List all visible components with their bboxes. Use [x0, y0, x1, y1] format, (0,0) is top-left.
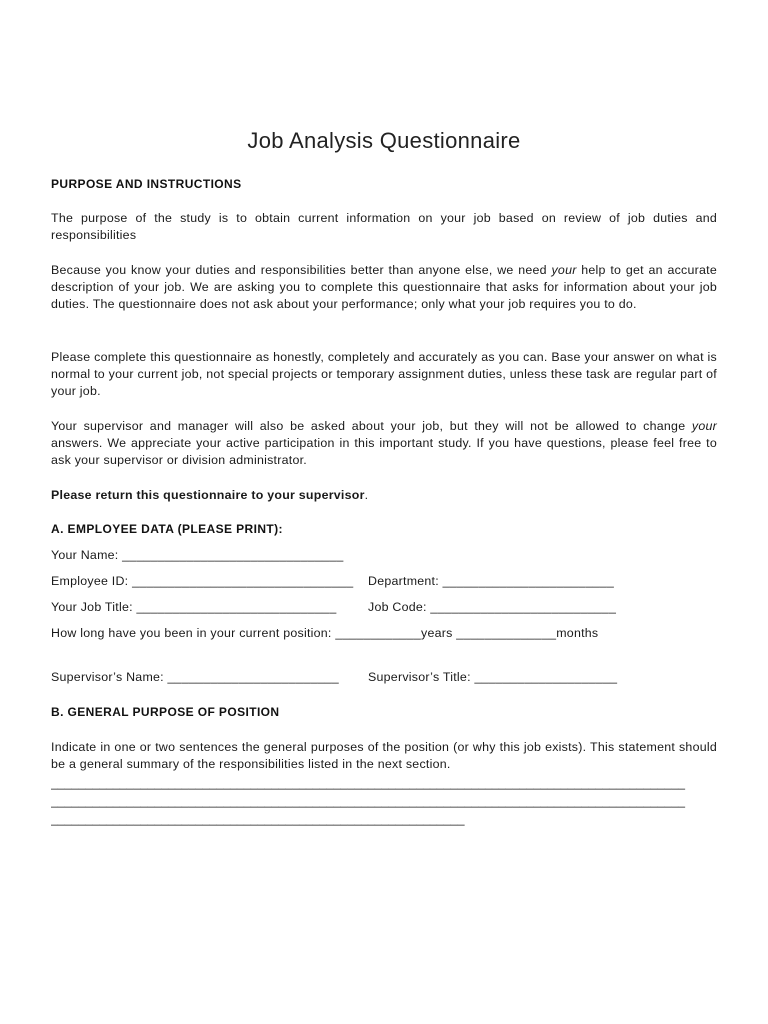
supervisor-name-field[interactable]: Supervisor’s Name: ________________________ — [51, 670, 339, 684]
return-instruction-period: . — [364, 488, 369, 502]
purpose-paragraph-2 — [51, 262, 717, 313]
p2-emphasis: your — [551, 263, 577, 277]
purpose-answer-line-3[interactable]: ____________________________________________________________ — [51, 812, 465, 826]
purpose-paragraph-4 — [51, 418, 717, 469]
purpose-paragraph-3: Please complete this questionnaire as honestly, completely and accurately as you can. Base your answer on what is normal to your current job, not special projects or temporary assignment duties, unless these task are regular part of your job. — [51, 350, 717, 398]
job-title-field[interactable]: Your Job Title: ____________________________ — [51, 600, 337, 614]
return-instruction — [51, 487, 717, 504]
purpose-paragraph-1: The purpose of the study is to obtain current information on your job based on review of job duties and responsibilities — [51, 211, 717, 242]
document-title: Job Analysis Questionnaire — [247, 128, 521, 153]
position-duration-field[interactable]: How long have you been in your current position: ____________years ______________months — [51, 626, 599, 640]
purpose-answer-line-2[interactable]: ____________________________________________________________________________________________ — [51, 794, 685, 808]
p4-text-b: answers. We appreciate your active participation in this important study. If you have questions, please feel free to ask your supervisor or division administrator. — [51, 436, 717, 467]
department-field[interactable]: Department: ________________________ — [368, 574, 615, 588]
your-name-field[interactable]: Your Name: _______________________________ — [51, 548, 344, 562]
supervisor-title-field[interactable]: Supervisor’s Title: ____________________ — [368, 670, 618, 684]
p4-text-a: Your supervisor and manager will also be asked about your job, but they will not be allowed to change — [51, 419, 692, 433]
section-b-instructions: Indicate in one or two sentences the general purposes of the position (or why this job exists). This statement should be a general summary of the responsibilities listed in the next section. — [51, 740, 717, 771]
p2-text-a: Because you know your duties and responsibilities better than anyone else, we need — [51, 263, 552, 277]
job-code-field[interactable]: Job Code: __________________________ — [368, 600, 617, 614]
section-a-heading: A. EMPLOYEE DATA (PLEASE PRINT): — [51, 522, 283, 536]
purpose-heading: PURPOSE AND INSTRUCTIONS — [51, 177, 242, 191]
p4-emphasis: your — [691, 419, 717, 433]
return-instruction-bold: Please return this questionnaire to your supervisor — [51, 488, 365, 502]
employee-id-field[interactable]: Employee ID: _______________________________ — [51, 574, 354, 588]
section-b-heading: B. GENERAL PURPOSE OF POSITION — [51, 705, 280, 719]
p2-text-b: help to get an accurate description of your job. We are asking you to complete this questionnaire that asks for information about your job duties. The questionnaire does not ask about your performance; only what your job requires you to do. — [51, 263, 717, 311]
purpose-answer-line-1[interactable]: ____________________________________________________________________________________________ — [51, 776, 685, 790]
